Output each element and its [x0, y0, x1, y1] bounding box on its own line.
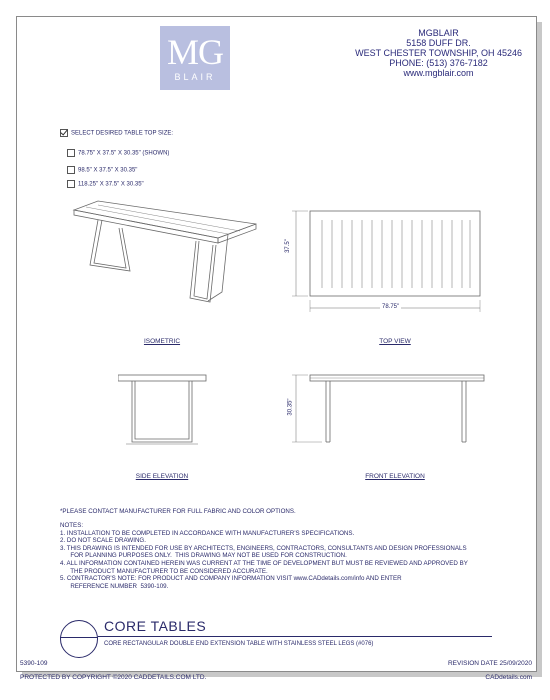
company-name: MGBLAIR — [418, 28, 459, 38]
revision-date: REVISION DATE 25/09/2020 — [447, 660, 532, 667]
note-line: REFERENCE NUMBER 5390-109. — [60, 582, 169, 590]
size-selection-prompt — [60, 129, 173, 137]
note-line: 5. CONTRACTOR'S NOTE: FOR PRODUCT AND COMPANY INFORMATION VISIT www.CADdetails.com/info AND ENTER — [60, 575, 402, 583]
size-option-checkbox[interactable] — [67, 149, 75, 157]
contact-note: *PLEASE CONTACT MANUFACTURER FOR FULL FABRIC AND COLOR OPTIONS. — [60, 508, 296, 515]
copyright-notice: PROTECTED BY COPYRIGHT ©2020 CADDETAILS.COM LTD. — [20, 674, 207, 681]
note-line: THE PRODUCT MANUFACTURER TO BE CONSIDERED ACCURATE. — [60, 567, 268, 575]
company-website[interactable]: www.mgblair.com — [403, 68, 474, 78]
top-view-label: TOP VIEW — [379, 338, 411, 345]
isometric-label: ISOMETRIC — [143, 338, 181, 345]
drawing-title: CORE TABLES — [104, 618, 207, 634]
size-prompt-label: SELECT DESIRED TABLE TOP SIZE: — [71, 130, 174, 137]
reference-number: 5390-109 — [20, 660, 48, 667]
size-option-checkbox[interactable] — [67, 180, 75, 188]
size-option-label: 78.75" X 37.5" X 30.35" (SHOWN) — [78, 150, 170, 157]
size-option-checkbox[interactable] — [67, 166, 75, 174]
notes-block — [60, 522, 500, 590]
side-elevation-label: SIDE ELEVATION — [135, 473, 189, 480]
size-option-label: 118.25" X 37.5" X 30.35" — [78, 181, 144, 188]
caddetails-brand[interactable]: CADdetails.com — [485, 674, 532, 681]
isometric-drawing — [68, 198, 268, 308]
drawing-subtitle: CORE RECTANGULAR DOUBLE END EXTENSION TABLE WITH STAINLESS STEEL LEGS (#076) — [104, 641, 374, 647]
title-underline — [98, 636, 492, 637]
logo-blair-text: BLAIR — [174, 72, 216, 82]
company-phone: PHONE: (513) 376-7182 — [389, 58, 488, 68]
title-circle-symbol — [60, 620, 98, 658]
checkbox-icon — [60, 129, 68, 137]
note-line: 3. THIS DRAWING IS INTENDED FOR USE BY ARCHITECTS, ENGINEERS, CONTRACTORS, CONSULTANTS AND DESIGN PROFESSIONALS — [60, 544, 467, 552]
note-line: 4. ALL INFORMATION CONTAINED HEREIN WAS CURRENT AT THE TIME OF DEVELOPMENT BUT MUST BE REVIEWED AND APPROVED BY — [60, 559, 468, 567]
company-street: 5158 DUFF DR. — [406, 38, 471, 48]
front-elevation-drawing — [282, 372, 492, 452]
note-line: FOR PLANNING PURPOSES ONLY. THIS DRAWING MAY NOT BE USED FOR CONSTRUCTION. — [60, 552, 347, 560]
side-elevation-drawing — [118, 372, 208, 452]
notes-heading: NOTES: — [60, 522, 84, 529]
size-option-label: 98.5" X 37.5" X 30.35" — [78, 167, 138, 174]
title-circle-divider — [60, 637, 98, 638]
company-city: WEST CHESTER TOWNSHIP, OH 45246 — [355, 48, 522, 58]
height-dimension: 30.35" — [287, 398, 294, 416]
size-option-1[interactable] — [67, 149, 169, 157]
top-view-drawing — [280, 206, 490, 318]
front-elevation-label: FRONT ELEVATION — [365, 473, 425, 480]
mgblair-logo — [160, 26, 230, 90]
top-depth-dimension: 37.5" — [284, 239, 291, 253]
top-width-dimension: 78.75" — [382, 304, 400, 310]
note-line: 1. INSTALLATION TO BE COMPLETED IN ACCORDANCE WITH MANUFACTURER'S SPECIFICATIONS. — [60, 529, 355, 537]
note-line: 2. DO NOT SCALE DRAWING. — [60, 537, 146, 545]
size-option-3[interactable] — [67, 180, 144, 188]
company-address-block — [355, 28, 522, 78]
size-option-2[interactable] — [67, 166, 137, 174]
logo-mg-text: MG — [166, 32, 223, 72]
